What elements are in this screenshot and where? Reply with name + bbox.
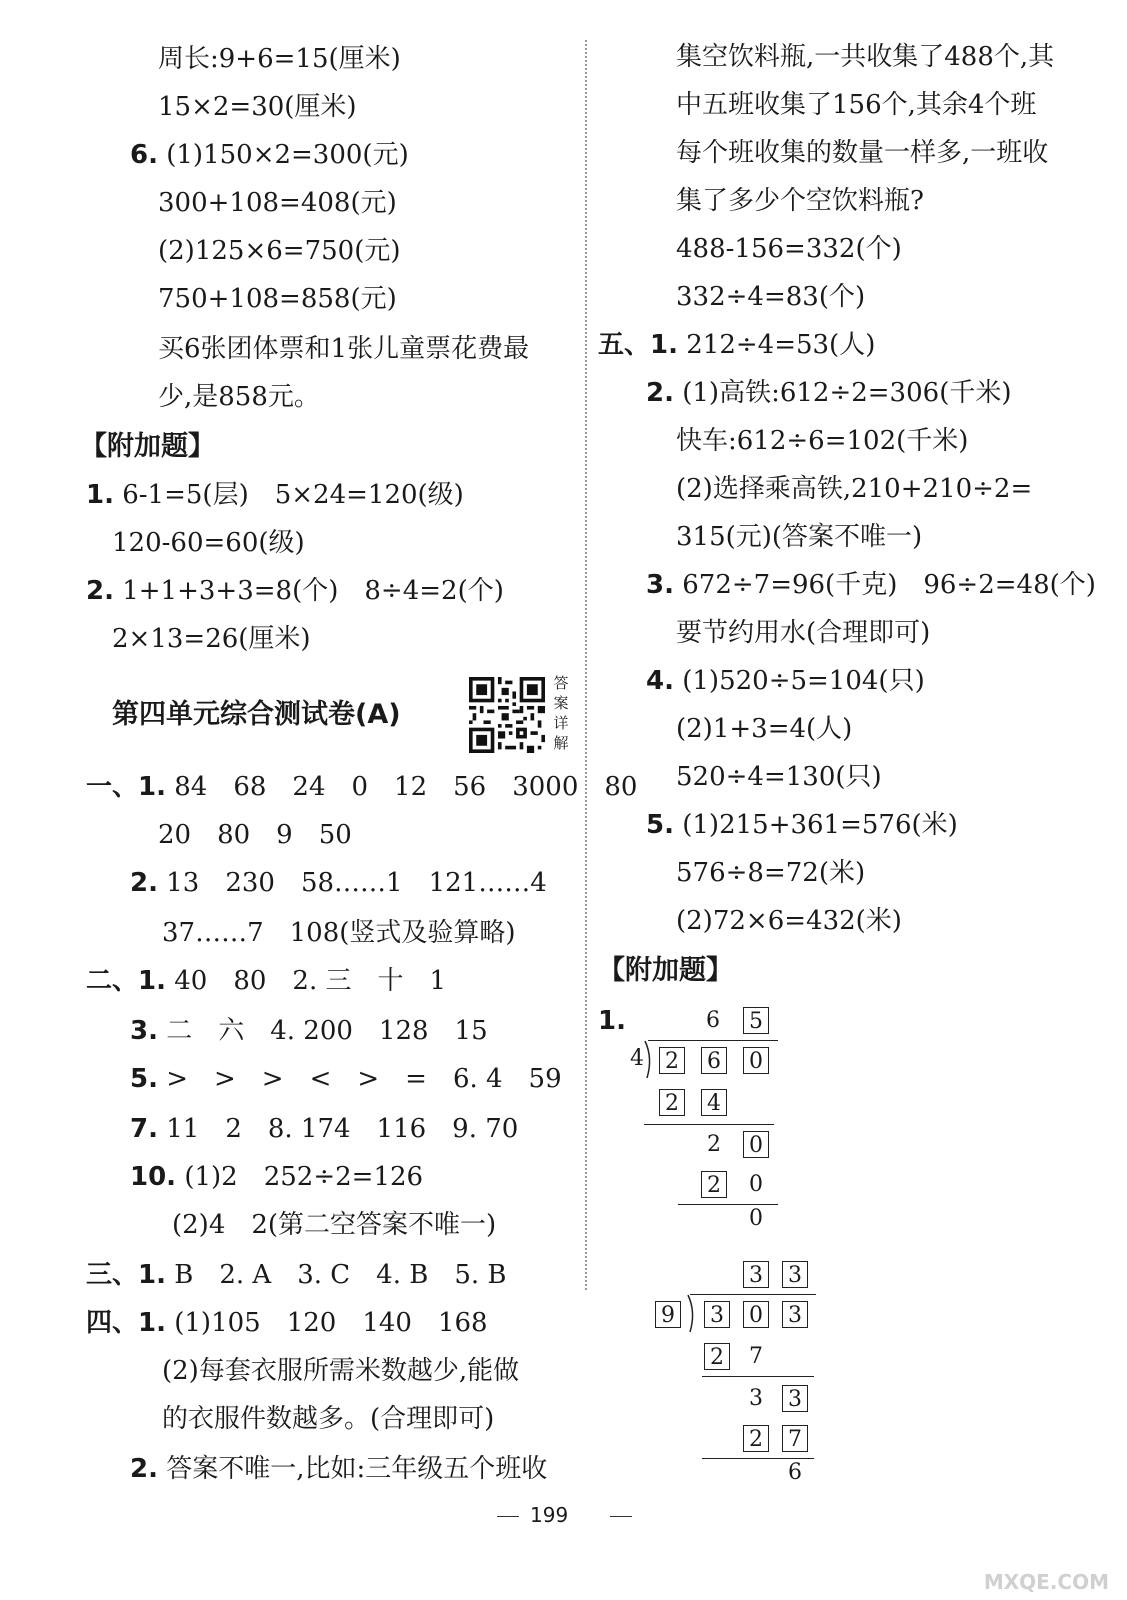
answer-line: 周长:9+6=15(厘米) [158, 44, 401, 74]
remainder-digit-box: 3 [782, 1385, 808, 1412]
answer-line: 的衣服件数越多。(合理即可) [162, 1404, 495, 1434]
answer-line: 120-60=60(级) [112, 528, 305, 558]
answer-line: 10. (1)2 252÷2=126 [130, 1162, 424, 1192]
step-digit-box: 4 [701, 1089, 727, 1116]
divisor-box: 9 [655, 1301, 681, 1328]
subtraction-line [702, 1376, 814, 1377]
answer-line: 7. 11 2 8. 174 116 9. 70 [130, 1114, 519, 1144]
division-bracket [645, 1040, 655, 1080]
dividend-digit-box: 0 [743, 1301, 769, 1328]
answer-line: 2. 13 230 58……1 121……4 [130, 868, 547, 898]
answer-line: 20 80 9 50 [158, 820, 352, 850]
answer-line: 332÷4=83(个) [676, 282, 866, 312]
answer-line: 一、1. 84 68 24 0 12 56 3000 80 [86, 772, 638, 802]
remainder-digit: 3 [749, 1386, 763, 1411]
answer-line: 15×2=30(厘米) [158, 92, 357, 122]
quotient-digit-box: 5 [743, 1007, 769, 1034]
answer-line: 四、1. (1)105 120 140 168 [86, 1308, 488, 1338]
answer-line: 3. 二 六 4. 200 128 15 [130, 1016, 488, 1046]
final-remainder: 0 [749, 1206, 763, 1231]
answer-line: 每个班收集的数量一样多,一班收 [676, 138, 1049, 168]
division-bar [690, 1294, 816, 1295]
answer-line: 315(元)(答案不唯一) [676, 522, 923, 552]
answer-line: 2×13=26(厘米) [112, 624, 311, 654]
section-title: 第四单元综合测试卷(A) [112, 699, 401, 730]
answer-line: 488-156=332(个) [676, 234, 902, 264]
answer-line: 集空饮料瓶,一共收集了488个,其 [676, 42, 1055, 72]
answer-line: 要节约用水(合理即可) [676, 618, 931, 648]
answer-line: 少,是858元。 [158, 382, 320, 412]
answer-line: (2)每套衣服所需米数越少,能做 [162, 1356, 520, 1386]
bonus-item-number: 1. [598, 1006, 626, 1036]
remainder-digit: 2 [707, 1132, 721, 1157]
answer-line: 5. > > > < > = 6. 4 59 [130, 1064, 562, 1094]
quotient-digit: 6 [706, 1008, 720, 1033]
qr-code-icon [469, 677, 545, 753]
answer-line: 2. (1)高铁:612÷2=306(千米) [646, 378, 1012, 408]
page-number: 199 [530, 1503, 569, 1527]
answer-line: 300+108=408(元) [158, 188, 397, 218]
step-digit-box: 2 [659, 1089, 685, 1116]
answer-line: 750+108=858(元) [158, 284, 397, 314]
answer-line: 中五班收集了156个,其余4个班 [676, 90, 1037, 120]
step-digit-box: 7 [782, 1425, 808, 1452]
answer-line: 快车:612÷6=102(千米) [676, 426, 969, 456]
answer-line: 1. 6-1=5(层) 5×24=120(级) [86, 480, 464, 510]
dividend-digit-box: 3 [704, 1301, 730, 1328]
answer-line: 二、1. 40 80 2. 三 十 1 [86, 966, 447, 996]
answer-line: (2)72×6=432(米) [676, 906, 902, 936]
page-number-dash [497, 1516, 519, 1517]
quotient-digit-box: 3 [743, 1261, 769, 1288]
quotient-digit-box: 3 [782, 1261, 808, 1288]
step-digit-box: 2 [704, 1343, 730, 1370]
subtraction-line [644, 1124, 774, 1125]
qr-code-label: 答案详解 [553, 674, 569, 752]
answer-line: 2. 1+1+3+3=8(个) 8÷4=2(个) [86, 576, 504, 606]
answer-line: 买6张团体票和1张儿童票花费最 [158, 334, 530, 364]
answer-line: 3. 672÷7=96(千克) 96÷2=48(个) [646, 570, 1096, 600]
answer-line: 4. (1)520÷5=104(只) [646, 666, 925, 696]
answer-line: (2)选择乘高铁,210+210÷2= [676, 474, 1033, 504]
bonus-heading: 【附加题】 [80, 431, 215, 462]
watermark: MXQE.COM [983, 1570, 1109, 1594]
column-divider [585, 40, 587, 1290]
page-number-dash [610, 1516, 632, 1517]
remainder-digit-box: 0 [743, 1131, 769, 1158]
bonus-heading: 【附加题】 [598, 955, 733, 986]
answer-line: 6. (1)150×2=300(元) [130, 140, 409, 170]
dividend-digit-box: 6 [701, 1047, 727, 1074]
answer-line: 520÷4=130(只) [676, 762, 882, 792]
final-remainder: 6 [788, 1460, 802, 1485]
answer-line: 三、1. B 2. A 3. C 4. B 5. B [86, 1260, 507, 1290]
answer-line: 5. (1)215+361=576(米) [646, 810, 958, 840]
step-digit: 7 [749, 1344, 763, 1369]
division-bracket [688, 1294, 698, 1334]
answer-line: 37……7 108(竖式及验算略) [162, 918, 516, 948]
step-digit: 0 [749, 1172, 763, 1197]
step-digit-box: 2 [743, 1425, 769, 1452]
answer-line: 2. 答案不唯一,比如:三年级五个班收 [130, 1454, 548, 1484]
step-digit-box: 2 [701, 1171, 727, 1198]
answer-line: (2)1+3=4(人) [676, 714, 853, 744]
answer-line: 五、1. 212÷4=53(人) [598, 330, 876, 360]
answer-line: (2)4 2(第二空答案不唯一) [172, 1210, 497, 1240]
dividend-digit-box: 3 [782, 1301, 808, 1328]
dividend-digit-box: 2 [659, 1047, 685, 1074]
division-bar [648, 1040, 778, 1041]
answer-line: (2)125×6=750(元) [158, 236, 401, 266]
dividend-digit-box: 0 [743, 1047, 769, 1074]
answer-line: 集了多少个空饮料瓶? [676, 186, 924, 216]
divisor: 4 [630, 1046, 644, 1071]
answer-line: 576÷8=72(米) [676, 858, 866, 888]
